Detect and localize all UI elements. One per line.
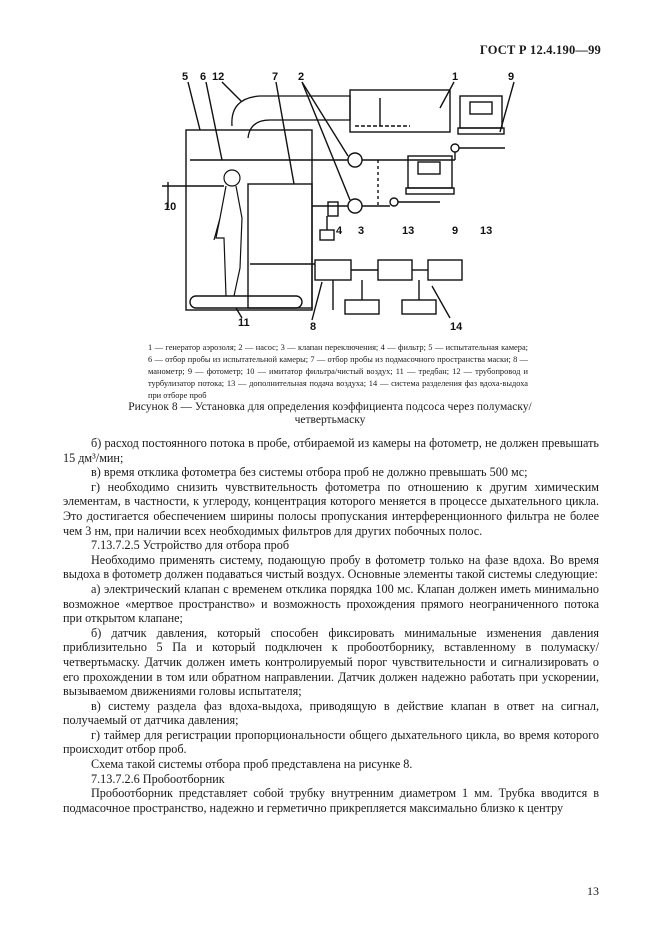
fig-label-8: 8 [310, 321, 317, 333]
paragraph: Необходимо применять систему, подающую пробу в фотометр только на фазе вдоха. Во время выдоха в фотометр должен подаваться чистый воздух. Основные элементы такой системы следующие: [63, 552, 599, 582]
paragraph: б) расход постоянного потока в пробе, отбираемой из камеры на фотометр, не должен превышать 15 дм³/мин; [63, 436, 599, 465]
fig-label-2: 2 [298, 71, 305, 83]
fig-label-7: 7 [272, 71, 279, 83]
figure-legend: 1 — генератор аэрозоля; 2 — насос; 3 — клапан переключения; 4 — фильтр; 5 — испытательная камера; 6 — отбор пробы из испытательной камеры; 7 — отбор пробы из подмасочного пространства маски; 8 — манометр; 9 — фотометр; 10 — имитатор фильтра/чистый воздух; 11 — тредбан; 12 — трубопровод и турбулизатор потока; 13 — дополнительная подача воздуха; 14 — система разделения фаз вдоха-выдоха при отборе проб [148, 343, 528, 400]
paragraph: Схема такой системы отбора проб представлена на рисунке 8. [91, 757, 413, 772]
paragraph: в) время отклика фотометра без системы отбора проб не должно превышать 500 мс; [91, 465, 528, 480]
fig-label-11: 11 [238, 317, 250, 329]
fig-label-9-top: 9 [508, 71, 515, 83]
paragraph: г) необходимо снизить чувствительность фотометра по отношению к другим химическим элементам, в частности, к углероду, концентрация которого меняется в процессе дыхательного цикла. Это достигается обеспечением ширины полосы пропускания интерференционного фильтра не более чем 3 нм, при наличии всех необходимых фильтров для других побочных полос. [63, 479, 599, 538]
fig-label-13-mid: 13 [402, 225, 415, 237]
figure-8-diagram [150, 68, 520, 340]
fig-label-1: 1 [452, 71, 459, 83]
fig-label-4: 4 [336, 225, 343, 237]
figure-caption: Рисунок 8 — Установка для определения коэффициента подсоса через полумаску/четвертьмаску [128, 401, 532, 426]
fig-label-10: 10 [164, 201, 177, 213]
fig-label-14: 14 [450, 321, 463, 333]
page-number: 13 [587, 884, 599, 898]
paragraph: в) систему раздела фаз вдоха-выдоха, приводящую в действие клапан в ответ на сигнал, получаемый от датчика давления; [63, 698, 599, 728]
fig-label-5: 5 [182, 71, 189, 83]
fig-label-6: 6 [200, 71, 207, 83]
body-text [63, 436, 599, 815]
paragraph: б) датчик давления, который способен фиксировать минимальные изменения давления приблизительно 5 Па и который подключен к пробоотборнику, вставленному в полумаску/четвертьмаску. Датчик должен иметь контролируемый порог чувствительности и сигнализировать о его прохождении в том или обратном направлении. Датчик должен надежно работать при ускорении, вызываемом движениями головы испытателя; [63, 625, 599, 699]
page-header: ГОСТ Р 12.4.190—99 [479, 43, 601, 57]
fig-label-3: 3 [358, 225, 365, 237]
fig-label-12: 12 [212, 71, 225, 83]
paragraph: Пробоотборник представляет собой трубку внутренним диаметром 1 мм. Трубка вводится в подмасочное пространство, надежно и герметично прикрепляется максимально близко к центру [63, 786, 599, 815]
paragraph: г) таймер для регистрации пропорциональности общего дыхательного цикла, во время которого происходит отбор проб. [63, 727, 599, 757]
fig-label-9-mid: 9 [452, 225, 459, 237]
paragraph: а) электрический клапан с временем отклика порядка 100 мс. Клапан должен иметь минимально возможное «мертвое пространство» и возможность прохождения прямого неограниченного потока при открытом клапане; [63, 581, 599, 626]
section-heading: 7.13.7.2.6 Пробоотборник [91, 771, 225, 786]
fig-label-13-right: 13 [480, 225, 493, 237]
section-heading: 7.13.7.2.5 Устройство для отбора проб [91, 538, 290, 553]
